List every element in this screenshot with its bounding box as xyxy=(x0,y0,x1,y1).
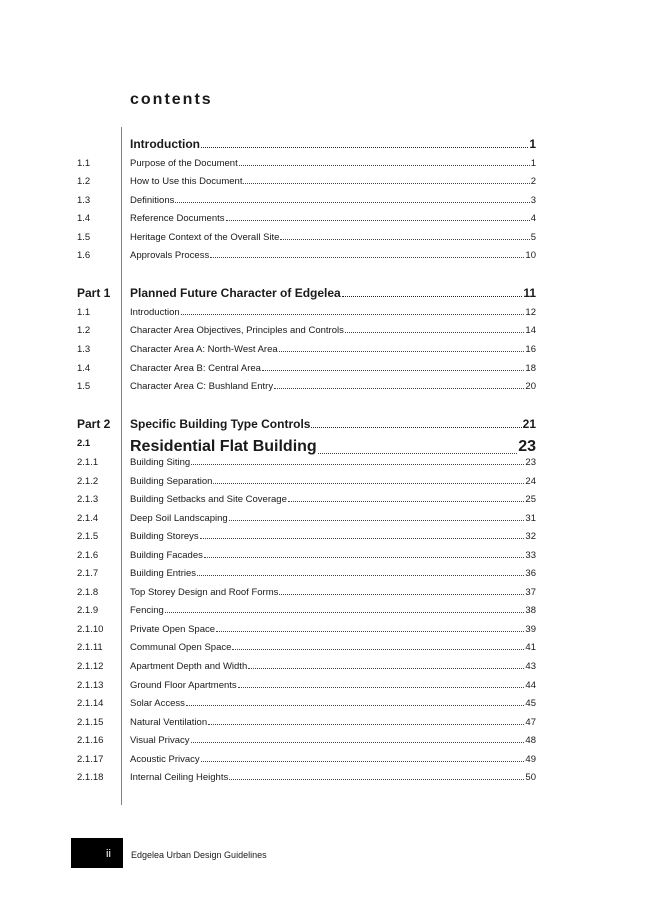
toc-dot-leader xyxy=(279,594,524,595)
toc-page-number: 10 xyxy=(525,250,536,261)
toc-section-number: 2.1.14 xyxy=(77,698,104,709)
toc-entry-title: Building Setbacks and Site Coverage xyxy=(130,494,287,505)
toc-section-number: 2.1.7 xyxy=(77,568,99,579)
toc-page-number: 3 xyxy=(530,195,536,206)
toc-entry xyxy=(130,381,536,392)
toc-entry xyxy=(130,513,536,524)
toc-page-number: 43 xyxy=(525,661,536,672)
toc-entry-title: Character Area A: North-West Area xyxy=(130,344,278,355)
toc-entry-title: Natural Ventilation xyxy=(130,717,208,728)
toc-dot-leader xyxy=(204,557,525,558)
toc-entry-title: Heritage Context of the Overall Site xyxy=(130,232,280,243)
toc-entry-title: Communal Open Space xyxy=(130,642,232,653)
toc-dot-leader xyxy=(342,296,523,297)
toc-entry-title: Visual Privacy xyxy=(130,735,190,746)
toc-section-number: 2.1.4 xyxy=(77,513,99,524)
page-title: contents xyxy=(130,91,213,108)
toc-dot-leader xyxy=(181,314,525,315)
toc-entry xyxy=(130,417,536,431)
footer-page-box xyxy=(71,838,123,868)
toc-dot-leader xyxy=(274,388,524,389)
toc-entry xyxy=(130,176,536,187)
toc-entry xyxy=(130,717,536,728)
toc-page-number: 37 xyxy=(525,587,536,598)
toc-page-number: 18 xyxy=(525,363,536,374)
toc-entry-title: Purpose of the Document xyxy=(130,158,238,169)
toc-section-number: 2.1.2 xyxy=(77,476,99,487)
toc-entry xyxy=(130,772,536,783)
toc-entry-title: Introduction xyxy=(130,307,180,318)
toc-dot-leader xyxy=(280,239,529,240)
toc-dot-leader xyxy=(191,464,524,465)
toc-entry xyxy=(130,195,536,206)
toc-dot-leader xyxy=(201,761,525,762)
toc-section-number: 2.1.17 xyxy=(77,754,104,765)
toc-entry-title: How to Use this Document xyxy=(130,176,243,187)
toc-entry-title: Specific Building Type Controls xyxy=(130,417,311,431)
toc-page-number: 14 xyxy=(525,325,536,336)
toc-entry xyxy=(130,624,536,635)
toc-page-number: 45 xyxy=(525,698,536,709)
toc-page-number: 16 xyxy=(525,344,536,355)
toc-entry xyxy=(130,457,536,468)
toc-page-number: 1 xyxy=(529,137,536,151)
toc-page-number: 12 xyxy=(525,307,536,318)
toc-dot-leader xyxy=(288,501,525,502)
toc-page-number: 49 xyxy=(525,754,536,765)
toc-entry-title: Internal Ceiling Heights xyxy=(130,772,229,783)
toc-entry xyxy=(130,344,536,355)
toc-entry xyxy=(130,550,536,561)
toc-entry xyxy=(130,494,536,505)
toc-entry-title: Private Open Space xyxy=(130,624,216,635)
toc-section-number: 2.1.10 xyxy=(77,624,104,635)
toc-section-number: 2.1.12 xyxy=(77,661,104,672)
toc-dot-leader xyxy=(200,538,525,539)
toc-page-number: 50 xyxy=(525,772,536,783)
toc-entry xyxy=(130,642,536,653)
toc-page-number: 32 xyxy=(525,531,536,542)
toc-entry xyxy=(130,325,536,336)
toc-section-number: 2.1 xyxy=(77,438,91,449)
toc-section-number: 2.1.16 xyxy=(77,735,104,746)
toc-dot-leader xyxy=(238,687,525,688)
toc-dot-leader xyxy=(213,483,524,484)
toc-entry-title: Reference Documents xyxy=(130,213,225,224)
toc-section-number: 1.1 xyxy=(77,307,91,318)
toc-section-number: 2.1.18 xyxy=(77,772,104,783)
toc-dot-leader xyxy=(318,453,518,454)
toc-entry-title: Solar Access xyxy=(130,698,185,709)
toc-entry xyxy=(130,735,536,746)
toc-dot-leader xyxy=(232,649,524,650)
toc-dot-leader xyxy=(165,612,525,613)
toc-section-number: 1.5 xyxy=(77,232,91,243)
toc-page-number: 31 xyxy=(525,513,536,524)
toc-entry xyxy=(130,438,536,456)
toc-page-number: 36 xyxy=(525,568,536,579)
toc-entry-title: Approvals Process xyxy=(130,250,210,261)
toc-dot-leader xyxy=(175,202,529,203)
toc-entry xyxy=(130,754,536,765)
toc-page-number: 1 xyxy=(530,158,536,169)
footer-page-number: ii xyxy=(106,848,111,860)
toc-page-number: 20 xyxy=(525,381,536,392)
toc-page-number: 39 xyxy=(525,624,536,635)
toc-dot-leader xyxy=(216,631,524,632)
toc-section-number: 1.3 xyxy=(77,195,91,206)
toc-entry xyxy=(130,286,536,300)
toc-dot-leader xyxy=(229,520,525,521)
toc-section-number: 1.3 xyxy=(77,344,91,355)
toc-entry-title: Fencing xyxy=(130,605,164,616)
toc-section-number: 1.1 xyxy=(77,158,91,169)
toc-entry xyxy=(130,158,536,169)
toc-entry-title: Deep Soil Landscaping xyxy=(130,513,228,524)
toc-page-number: 21 xyxy=(522,417,536,431)
toc-entry xyxy=(130,232,536,243)
toc-section-number: 2.1.1 xyxy=(77,457,99,468)
toc-section-number: 2.1.5 xyxy=(77,531,99,542)
toc-entry-title: Acoustic Privacy xyxy=(130,754,200,765)
toc-entry-title: Definitions xyxy=(130,195,175,206)
toc-entry xyxy=(130,698,536,709)
toc-dot-leader xyxy=(208,724,524,725)
toc-entry-title: Character Area B: Central Area xyxy=(130,363,261,374)
toc-entry-title: Character Area C: Bushland Entry xyxy=(130,381,274,392)
toc-section-number: Part 2 xyxy=(77,417,111,431)
toc-page-number: 24 xyxy=(525,476,536,487)
toc-entry xyxy=(130,307,536,318)
toc-entry xyxy=(130,661,536,672)
toc-entry-title: Building Facades xyxy=(130,550,203,561)
toc-section-number: 1.5 xyxy=(77,381,91,392)
toc-section-number: 2.1.9 xyxy=(77,605,99,616)
toc-dot-leader xyxy=(201,147,528,148)
toc-entry xyxy=(130,680,536,691)
toc-page-number: 48 xyxy=(525,735,536,746)
toc-dot-leader xyxy=(262,370,524,371)
toc-entry xyxy=(130,213,536,224)
toc-section-number: 1.2 xyxy=(77,325,91,336)
toc-entry xyxy=(130,137,536,151)
toc-page-number: 47 xyxy=(525,717,536,728)
toc-page-number: 44 xyxy=(525,680,536,691)
toc-section-number: 2.1.3 xyxy=(77,494,99,505)
toc-entry-title: Building Siting xyxy=(130,457,191,468)
toc-entry-title: Residential Flat Building xyxy=(130,438,317,455)
toc-dot-leader xyxy=(226,220,530,221)
toc-page-number: 25 xyxy=(525,494,536,505)
toc-entry-title: Ground Floor Apartments xyxy=(130,680,237,691)
toc-entry-title: Apartment Depth and Width xyxy=(130,661,248,672)
toc-entry xyxy=(130,568,536,579)
toc-section-number: 2.1.8 xyxy=(77,587,99,598)
toc-section-number: 2.1.15 xyxy=(77,717,104,728)
toc-entry xyxy=(130,605,536,616)
toc-entry xyxy=(130,250,536,261)
toc-dot-leader xyxy=(345,332,525,333)
toc-entry xyxy=(130,476,536,487)
toc-page-number: 5 xyxy=(530,232,536,243)
toc-entry-title: Introduction xyxy=(130,137,200,151)
toc-page-number: 41 xyxy=(525,642,536,653)
toc-dot-leader xyxy=(239,165,530,166)
toc-page-number: 23 xyxy=(518,438,536,455)
toc-entry xyxy=(130,363,536,374)
toc-entry-title: Planned Future Character of Edgelea xyxy=(130,286,341,300)
toc-dot-leader xyxy=(311,427,521,428)
toc-entry xyxy=(130,587,536,598)
toc-page-number: 38 xyxy=(525,605,536,616)
toc-entry xyxy=(130,531,536,542)
toc-page-number: 23 xyxy=(525,457,536,468)
toc-dot-leader xyxy=(186,705,525,706)
toc-section-number: 2.1.13 xyxy=(77,680,104,691)
toc-dot-leader xyxy=(248,668,524,669)
toc-section-number: 1.6 xyxy=(77,250,91,261)
toc-entry-title: Character Area Objectives, Principles and Controls xyxy=(130,325,344,336)
toc-page-number: 33 xyxy=(525,550,536,561)
toc-page-number: 11 xyxy=(523,286,536,300)
toc-dot-leader xyxy=(197,575,524,576)
toc-section-number: 2.1.11 xyxy=(77,642,103,653)
toc-dot-leader xyxy=(210,257,524,258)
toc-dot-leader xyxy=(191,742,525,743)
toc-entry-title: Building Separation xyxy=(130,476,213,487)
toc-entry-title: Building Entries xyxy=(130,568,197,579)
footer-document-title: Edgelea Urban Design Guidelines xyxy=(131,850,267,860)
toc-dot-leader xyxy=(243,183,529,184)
toc-section-number: 1.4 xyxy=(77,363,91,374)
toc-dot-leader xyxy=(279,351,525,352)
toc-section-number: Part 1 xyxy=(77,286,111,300)
toc-page-number: 4 xyxy=(530,213,536,224)
toc-entry-title: Building Storeys xyxy=(130,531,199,542)
toc-section-number: 2.1.6 xyxy=(77,550,99,561)
toc-section-number: 1.2 xyxy=(77,176,91,187)
toc-dot-leader xyxy=(229,779,524,780)
toc-page-number: 2 xyxy=(530,176,536,187)
toc-section-number: 1.4 xyxy=(77,213,91,224)
toc-entry-title: Top Storey Design and Roof Forms xyxy=(130,587,279,598)
